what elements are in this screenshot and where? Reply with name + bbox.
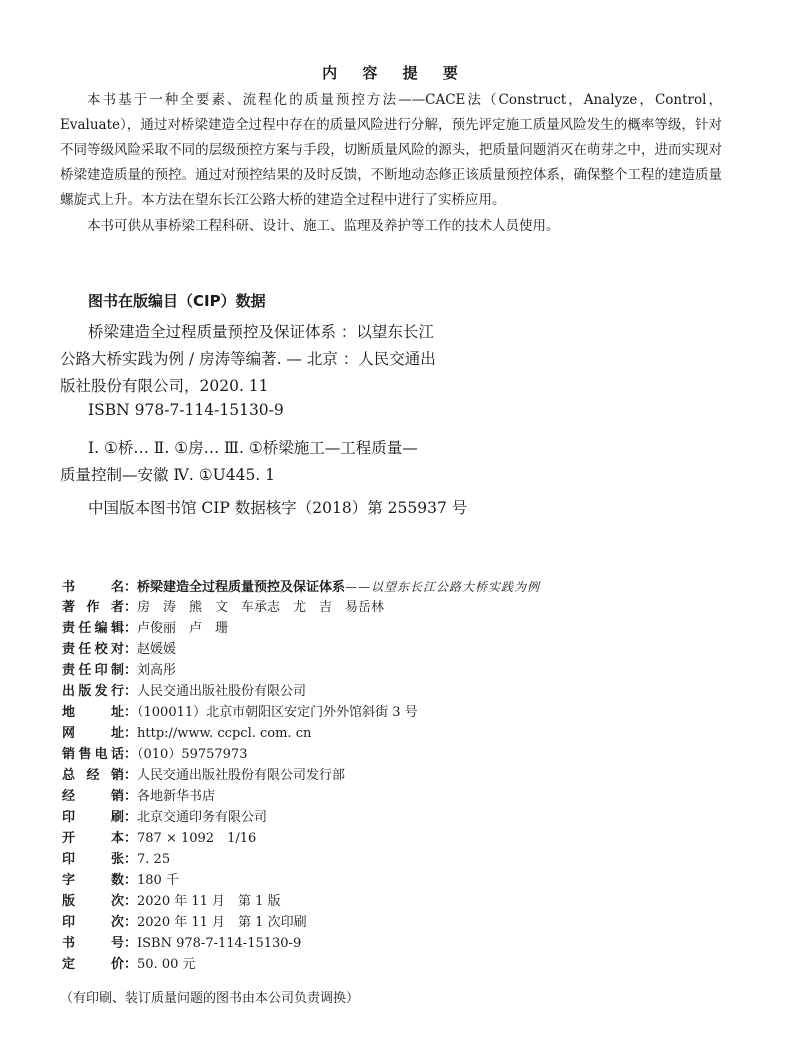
info-row-sales-phone: 销售电话：（010）59757973 xyxy=(62,745,248,765)
cip-title-line-1: 桥梁建造全过程质量预控及保证体系 ：以望东长江 xyxy=(88,323,434,341)
info-value: 180 千 xyxy=(137,873,179,888)
info-row-edition: 版 次：2020 年 11 月 第 1 版 xyxy=(62,892,281,912)
info-row-editor: 责任编辑：卢俊丽 卢 珊 xyxy=(62,619,228,639)
info-row-price: 定 价：50. 00 元 xyxy=(62,955,196,975)
cip-verification-number: 中国版本图书馆 CIP 数据核字（2018）第 255937 号 xyxy=(88,499,468,517)
info-label: 版 次 xyxy=(62,894,124,909)
cip-title-line-3: 版社股份有限公司，2020. 11 xyxy=(60,377,269,395)
summary-paragraph-2: 本书可供从事桥梁工程科研、设计、施工、监理及养护等工作的技术人员使用。 xyxy=(87,218,560,234)
info-label: 定 价 xyxy=(62,957,124,972)
summary-paragraph-1: 本书基于一种全要素、流程化的质量预控方法——CACE法（Construct，Analyze，Control，Evaluate），通过对桥梁建造全过程中存在的质量风险进行分解，预先评定施工质量风险发生的概率等级，针对不同等级风险采取不同的层级预控方案与手段，切断质量风险的源头，把质量问题消灭在萌芽之中，进而实现对桥梁建造质量的预控。通过对预控结果的及时反馈，不断地动态修正该质量预控体系，确保整个工程的建造质量螺旋式上升。本方法在望东长江公路大桥的建造全过程中进行了实桥应用。 xyxy=(60,92,722,208)
info-row-format: 开 本：787 × 1092 1/16 xyxy=(62,829,256,849)
info-label: 经 销 xyxy=(62,789,124,804)
info-value: 房 涛 熊 文 车承志 尤 吉 易岳林 xyxy=(137,600,385,615)
summary-title: 内 容 提 要 xyxy=(322,64,468,82)
info-value: 50. 00 元 xyxy=(137,957,196,972)
info-row-isbn: 书 号：ISBN 978-7-114-15130-9 xyxy=(62,934,301,954)
info-row-book-title: 书 名：桥梁建造全过程质量预控及保证体系——以望东长江公路大桥实践为例 xyxy=(62,577,540,598)
info-label: 总 经 销 xyxy=(62,768,124,783)
info-value: （100011）北京市朝阳区安定门外外馆斜街 3 号 xyxy=(137,705,418,720)
info-value: ISBN 978-7-114-15130-9 xyxy=(137,936,302,951)
info-label: 责任校对 xyxy=(62,642,124,657)
info-row-word-count: 字 数：180 千 xyxy=(62,871,179,891)
info-label: 印 刷 xyxy=(62,810,124,825)
info-label: 印 张 xyxy=(62,852,124,867)
info-value-subtitle: ——以望东长江公路大桥实践为例 xyxy=(345,580,541,594)
info-value: 各地新华书店 xyxy=(137,789,216,804)
info-value: 刘高彤 xyxy=(137,663,177,678)
info-label: 著 作 者 xyxy=(62,600,124,615)
info-label: 印 次 xyxy=(62,915,124,930)
info-row-publisher: 出版发行：人民交通出版社股份有限公司 xyxy=(62,682,306,702)
info-value: （010）59757973 xyxy=(137,747,248,762)
info-value: 人民交通出版社股份有限公司发行部 xyxy=(137,768,346,783)
info-label: 开 本 xyxy=(62,831,124,846)
info-value: http://www. ccpcl. com. cn xyxy=(137,726,312,741)
info-label: 书 名 xyxy=(62,580,124,595)
info-label: 书 号 xyxy=(62,936,124,951)
cip-isbn: ISBN 978-7-114-15130-9 xyxy=(88,401,284,419)
info-value: 人民交通出版社股份有限公司 xyxy=(137,684,307,699)
footnote: （有印刷、装订质量问题的图书由本公司负责调换） xyxy=(60,991,360,1006)
info-row-print-supervisor: 责任印制：刘高彤 xyxy=(62,661,176,681)
cip-title-line-2: 公路大桥实践为例 / 房涛等编著. — 北京 ：人民交通出 xyxy=(60,350,436,368)
info-row-printer: 印 刷：北京交通印务有限公司 xyxy=(62,808,267,828)
info-label: 出版发行 xyxy=(62,684,124,699)
info-label: 责任印制 xyxy=(62,663,124,678)
cip-heading: 图书在版编目（CIP）数据 xyxy=(88,292,266,310)
info-value: 桥梁建造全过程质量预控及保证体系 xyxy=(137,580,346,595)
info-row-distributor: 总 经 销：人民交通出版社股份有限公司发行部 xyxy=(62,766,345,786)
info-label: 网 址 xyxy=(62,726,124,741)
info-label: 销售电话 xyxy=(62,747,124,762)
info-value: 赵媛媛 xyxy=(137,642,177,657)
info-row-website: 网 址：http://www. ccpcl. com. cn xyxy=(62,724,311,744)
info-value: 北京交通印务有限公司 xyxy=(137,810,268,825)
info-row-retailer: 经 销：各地新华书店 xyxy=(62,787,215,807)
info-value: 7. 25 xyxy=(137,852,171,867)
info-row-authors: 著 作 者：房 涛 熊 文 车承志 尤 吉 易岳林 xyxy=(62,598,384,618)
info-row-printing: 印 次：2020 年 11 月 第 1 次印刷 xyxy=(62,913,307,933)
cip-subject-line-2: 质量控制—安徽 Ⅳ. ①U445. 1 xyxy=(60,466,276,484)
info-value: 2020 年 11 月 第 1 次印刷 xyxy=(137,915,307,930)
cip-subject-line-1: Ⅰ. ①桥… Ⅱ. ①房… Ⅲ. ①桥梁施工—工程质量— xyxy=(88,439,418,457)
info-row-proofreader: 责任校对：赵媛媛 xyxy=(62,640,176,660)
info-value: 787 × 1092 1/16 xyxy=(137,831,257,846)
info-value: 卢俊丽 卢 珊 xyxy=(137,621,229,636)
info-label: 字 数 xyxy=(62,873,124,888)
info-row-sheets: 印 张：7. 25 xyxy=(62,850,170,870)
info-value: 2020 年 11 月 第 1 版 xyxy=(137,894,281,909)
info-label: 责任编辑 xyxy=(62,621,124,636)
info-row-address: 地 址：（100011）北京市朝阳区安定门外外馆斜街 3 号 xyxy=(62,703,418,723)
info-label: 地 址 xyxy=(62,705,124,720)
